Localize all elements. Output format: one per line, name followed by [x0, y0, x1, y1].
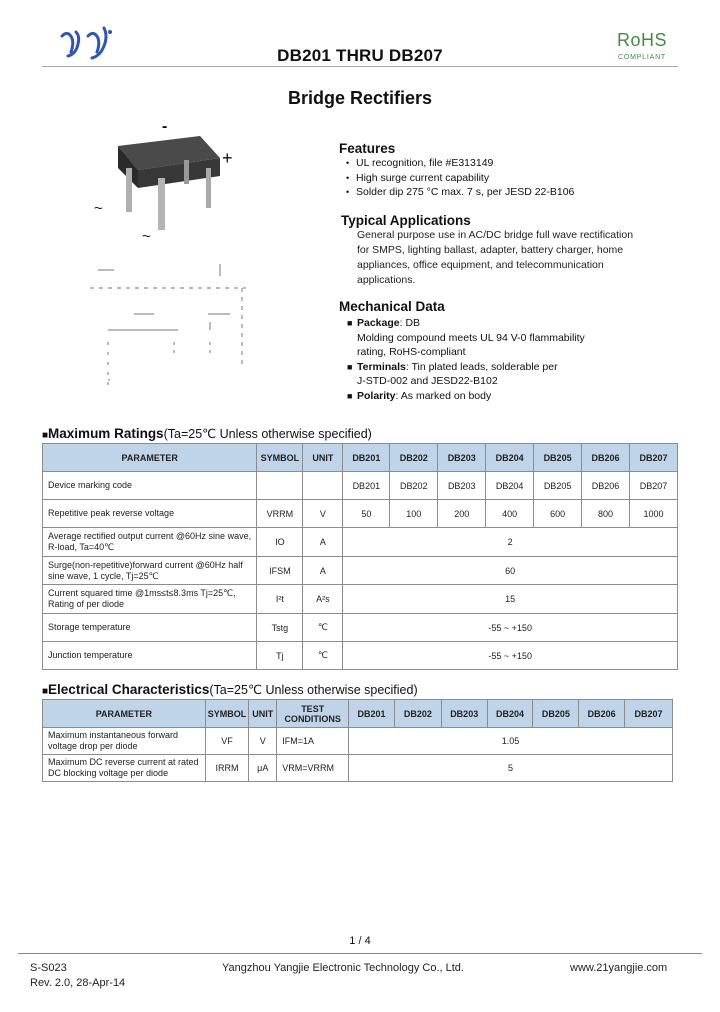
minus-terminal-label: - [162, 118, 168, 135]
col-header: DB201 [349, 700, 395, 728]
features-list [346, 156, 574, 200]
table-row [43, 755, 673, 782]
col-header: DB204 [486, 444, 534, 472]
col-header: DB207 [625, 700, 673, 728]
col-header: DB202 [394, 700, 441, 728]
table-row [43, 557, 678, 585]
value-cell: DB203 [438, 472, 486, 500]
applications-text [357, 228, 633, 288]
col-header: TEST CONDITIONS [277, 700, 349, 728]
list-item: ■ Polarity: As marked on body [347, 389, 492, 402]
rohs-label: RoHS [616, 30, 667, 50]
col-header: SYMBOL [205, 700, 249, 728]
polarity-label: Polarity [357, 389, 396, 402]
value-cell: 800 [582, 500, 630, 528]
unit-cell: A²s [303, 585, 343, 614]
merged-value-cell: 5 [349, 755, 673, 782]
param-cell: Surge(non-repetitive)forward current @60Hz half sine wave, 1 cycle, Tj=25℃ [43, 557, 257, 585]
value-cell: DB204 [486, 472, 534, 500]
col-header: DB201 [343, 444, 390, 472]
ac-terminal-label-1: ~ [94, 200, 103, 217]
terminals-value: : Tin plated leads, solderable per [405, 360, 558, 373]
unit-cell: ℃ [303, 614, 343, 642]
col-header: DB202 [390, 444, 438, 472]
value-cell: 600 [534, 500, 582, 528]
max-ratings-table [42, 443, 678, 670]
param-cell: Average rectified output current @60Hz sine wave, R-load, Ta=40℃ [43, 528, 257, 557]
electrical-condition: (Ta=25℃ Unless otherwise specified) [209, 683, 418, 697]
table-row [43, 642, 678, 670]
electrical-table [42, 699, 673, 782]
plus-terminal-label: + [222, 148, 233, 168]
col-header: PARAMETER [43, 444, 257, 472]
condition-cell: IFM=1A [277, 728, 349, 755]
feature-text: Solder dip 275 °C max. 7 s, per JESD 22-B106 [356, 186, 575, 199]
value-cell: DB206 [582, 472, 630, 500]
merged-value-cell: -55 ~ +150 [343, 614, 678, 642]
package-illustration [88, 118, 248, 248]
unit-cell: V [303, 500, 343, 528]
feature-text: UL recognition, file #E313149 [356, 157, 494, 169]
table-row [43, 528, 678, 557]
table-row [43, 472, 678, 500]
symbol-cell: I²t [257, 585, 303, 614]
table-row [43, 728, 673, 755]
max-ratings-heading: Maximum Ratings [48, 426, 164, 441]
applications-line: General purpose use in AC/DC bridge full wave rectification [357, 229, 634, 241]
col-header: DB207 [629, 444, 677, 472]
symbol-cell: IFSM [257, 557, 303, 585]
table-header-row [43, 700, 673, 728]
col-header: DB205 [533, 700, 579, 728]
feature-text: High surge current capability [356, 171, 490, 184]
list-item: • Solder dip 275 °C max. 7 s, per JESD 22-B106 [346, 186, 575, 199]
table-row [43, 500, 678, 528]
value-cell: DB201 [343, 472, 390, 500]
col-header: DB204 [487, 700, 533, 728]
merged-value-cell: 15 [343, 585, 678, 614]
param-cell: Storage temperature [43, 614, 257, 642]
list-item: • High surge current capability [346, 171, 490, 184]
merged-value-cell: 2 [343, 528, 678, 557]
merged-value-cell: -55 ~ +150 [343, 642, 678, 670]
value-cell: 200 [438, 500, 486, 528]
header-rule [42, 66, 678, 67]
unit-cell: ℃ [303, 642, 343, 670]
symbol-cell: Tstg [257, 614, 303, 642]
max-ratings-condition: (Ta=25℃ Unless otherwise specified) [163, 427, 372, 441]
molding-line-2: rating, RoHS-compliant [357, 346, 466, 359]
col-header: DB206 [582, 444, 630, 472]
list-item: • UL recognition, file #E313149 [346, 157, 494, 169]
bridge-circuit-diagram [90, 262, 250, 390]
col-header: SYMBOL [257, 444, 303, 472]
param-cell: Current squared time @1ms≤t≤8.3ms Tj=25℃, Rating of per diode [43, 585, 257, 614]
terminals-line-2: J-STD-002 and JESD22-B102 [357, 375, 498, 388]
polarity-value: : As marked on body [395, 389, 492, 402]
param-cell: Junction temperature [43, 642, 257, 670]
applications-line: for SMPS, lighting ballast, adapter, battery charger, home [357, 244, 624, 256]
page-number: 1 / 4 [349, 935, 371, 947]
merged-value-cell: 1.05 [349, 728, 673, 755]
symbol-cell: IRRM [205, 755, 249, 782]
symbol-cell: VRRM [257, 500, 303, 528]
section-bullet: ■ [42, 686, 49, 697]
table-row [43, 585, 678, 614]
symbol-cell: Tj [257, 642, 303, 670]
col-header: DB205 [534, 444, 582, 472]
param-cell: Maximum DC reverse current at rated DC blocking voltage per diode [43, 755, 206, 782]
unit-cell: A [303, 557, 343, 585]
footer-rule [18, 953, 702, 954]
electrical-heading: Electrical Characteristics [48, 682, 210, 697]
rohs-compliant-label: COMPLIANT [617, 54, 667, 61]
unit-cell: A [303, 528, 343, 557]
unit-cell [303, 472, 343, 500]
list-item: ■ Package: DB [347, 317, 421, 329]
param-cell: Device marking code [43, 472, 257, 500]
col-header: PARAMETER [43, 700, 206, 728]
param-cell: Maximum instantaneous forward voltage drop per diode [43, 728, 206, 755]
website-link[interactable]: www.21yangjie.com [570, 962, 668, 974]
symbol-cell [257, 472, 303, 500]
mechanical-heading: Mechanical Data [339, 299, 445, 314]
unit-cell: μA [249, 755, 277, 782]
electrical-title [42, 682, 418, 697]
value-cell: 400 [486, 500, 534, 528]
param-cell: Repetitive peak reverse voltage [43, 500, 257, 528]
value-cell: DB202 [390, 472, 438, 500]
features-heading: Features [339, 141, 396, 156]
document-title: DB201 THRU DB207 [277, 46, 443, 65]
applications-heading: Typical Applications [341, 213, 471, 228]
symbol-cell: IO [257, 528, 303, 557]
applications-line: appliances, office equipment, and telecommunication [357, 259, 604, 271]
section-bullet: ■ [42, 430, 49, 441]
list-item: ■ Terminals: Tin plated leads, solderable per [347, 360, 558, 373]
molding-line-1: Molding compound meets UL 94 V-0 flammability [357, 331, 585, 344]
package-value: : DB [399, 317, 421, 329]
unit-cell: V [249, 728, 277, 755]
doc-id: S-S023 [30, 962, 67, 974]
terminals-label: Terminals [357, 360, 406, 373]
col-header: UNIT [303, 444, 343, 472]
ac-terminal-label-2: ~ [142, 228, 151, 245]
col-header: DB203 [441, 700, 487, 728]
value-cell: DB205 [534, 472, 582, 500]
col-header: DB206 [579, 700, 625, 728]
value-cell: 100 [390, 500, 438, 528]
product-title: Bridge Rectifiers [287, 88, 433, 108]
value-cell: DB207 [629, 472, 677, 500]
company-name: Yangzhou Yangjie Electronic Technology Co., Ltd. [222, 962, 464, 974]
value-cell: 1000 [629, 500, 677, 528]
symbol-cell: VF [205, 728, 249, 755]
package-label: Package [357, 317, 400, 329]
max-ratings-title [42, 426, 372, 441]
col-header: DB203 [438, 444, 486, 472]
applications-line: applications. [357, 274, 416, 286]
value-cell: 50 [343, 500, 390, 528]
rohs-badge [610, 30, 674, 61]
table-header-row [43, 444, 678, 472]
revision: Rev. 2.0, 28-Apr-14 [30, 977, 126, 989]
merged-value-cell: 60 [343, 557, 678, 585]
condition-cell: VRM=VRRM [277, 755, 349, 782]
mechanical-list [347, 316, 585, 404]
table-row [43, 614, 678, 642]
col-header: UNIT [249, 700, 277, 728]
